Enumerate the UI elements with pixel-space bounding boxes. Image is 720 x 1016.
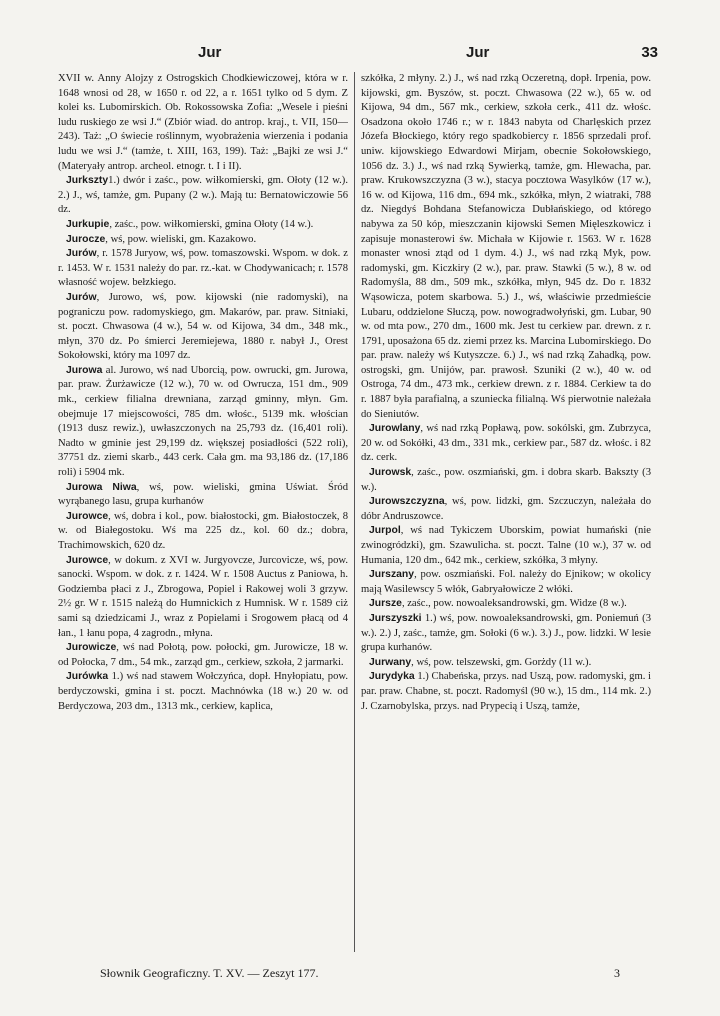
entry-text: , wś nad rzką Popławą, pow. sokólski, gm. Zubrzyca, 20 w. od Sokółki, 43 dm., 331 mk., cerkiew par., 587 dz. włośc. i 82 dz. cerk. (361, 423, 651, 464)
entry-text: , r. 1578 Juryow, wś, pow. tomaszowski. Wspom. w dok. z r. 1453. W r. 1531 należy do par. rz.-kat. w Chodywanicach; r. 1578 własność wojew. bełzkiego. (58, 248, 348, 289)
running-head-left: Jur (198, 44, 222, 61)
entry-text: szkółka, 2 młyny. 2.) J., wś nad rzką Oczeretną, dopł. Irpenia, pow. kijowski, gm. Byszów, st. poczt. Chwasowa (22 w.), 65 w. od Kijowa, 94 dm., 567 mk., cerkiew, szkoła cerk., 411 dz. włośc. Osadzona około 1746 r.; w r. 1843 nabyta od Charlęskich przez Józefa Błockiego, który rego spadkobiercy r. 1856 sprzedali prof. uniw. kijowskiego Edwardowi Mirjam, obecnie Sokołowskiego, 1056 dz. 3.) J., wś nad rzką Sywierką, tamże, gm. Hlewacha, par. praw. Krukowszczyzna (3 w.), stacya pocztowa Wasylków (17 w.), 16 w. od Kijowa, 116 dm., 694 mk., szkółka, młyn, 2 wiatraki, 788 dz. Niegdyś Bohdana Stefanowicza Dubłańskiego, od którego nabywa za 50 kóp, mieszczanin kijowski Semen Mięleszkowicz i zapisuje monasterowi św. Michała w Kijowie r. 1563. W r. 1628 monaster wnosi ztąd od 1 dym. 4.) J., wś nad rzką Myk, pow. radomyski, gm. Kiczkiry (2 w.), par. praw. Stawki (5 w.), 8 w. od Radomyśla, 88 dm., 509 mk., szkółka, młyn, 945 dz. Do r. 1832 Wąsowicza, potem skarbowa. 5.) J., wś, właściwie przedmieście Lubaru, oddzielone Słuczą, pow. nowogradwołyński, gm. Lubar, 90 w. od mta pow., 270 dm., 1600 mk. Jest tu cerkiew par. drewn. z r. 1791, uposażona 65 dz. ziemi przez ks. Marcina Lubomirskiego. Do par. praw. należy wś Kutyszcze. 6.) J., wś nad rzką Zahadką, pow. ostrogski, gm. Unijów, par. prawosł. Szuniki (2 w.), 40 w. od Ostroga, 74 dm., 473 mk., cerkiew drewn. z r. 1884. Cerkiew ta do r. 1887 była parafialną, a szuniecka filialną. Wś pierwotnie należała do Sieniutów. (361, 73, 651, 420)
entry-headword: Jurów (66, 248, 97, 260)
entry-text: 1.) wś, pow. nowoaleksandrowski, gm. Poniemuń (3 w.). 2.) J, zaśc., tamże, gm. Sołoki (6 w.). 3.) J., pow. lidzki. W lesie grupa kurhanów. (361, 612, 651, 654)
right-column (361, 72, 651, 952)
dictionary-entry (58, 510, 348, 554)
entry-headword: Jurowszczyzna (369, 496, 445, 508)
dictionary-entry (58, 291, 348, 364)
entry-text: , wś, pow. lidzki, gm. Szczuczyn, należała do dóbr Andruszowce. (361, 496, 651, 522)
entry-headword: Jurszany (369, 569, 415, 581)
entry-headword: Jurowa (66, 364, 103, 376)
dictionary-entry (361, 495, 651, 524)
entry-text: , zaśc., pow. nowoaleksandrowski, gm. Widze (8 w.). (401, 598, 627, 610)
dictionary-entry (361, 597, 651, 612)
dictionary-entry (361, 72, 651, 422)
entry-headword: Jurowce (66, 510, 109, 522)
dictionary-entry (361, 670, 651, 714)
entry-headword: Jurszyszki (369, 612, 422, 624)
dictionary-entry (58, 641, 348, 670)
entry-headword: Jurowicze (66, 642, 117, 654)
entry-headword: Jurwany (369, 656, 412, 668)
dictionary-entry (58, 174, 348, 218)
dictionary-entry (58, 72, 348, 174)
dictionary-entry (58, 218, 348, 233)
entry-text: , wś nad Połotą, pow. połocki, gm. Jurowicze, 18 w. od Połocka, 7 dm., 54 mk., zarząd gm., cerkiew, szkoła, 2 jarmarki. (58, 642, 348, 668)
entry-headword: Jurowlany (369, 423, 421, 435)
entry-headword: Jurydyka (369, 671, 415, 683)
entry-text: , Jurowo, wś, pow. kijowski (nie radomyski), na pograniczu pow. radomyskiego, gm. Makarów, par. praw. Sitniaki, st. poczt. Chwasowa (4 w.), 54 w. od Kijowa, 34 dm., 348 mk., młyn, 370 dz. Po śmierci Jeremiejewa, 1880 r. nabył J., Orest Sokołowski, który ma 1097 dz. (58, 291, 348, 362)
entry-text: , zaśc., pow. oszmiański, gm. i dobra skarb. Bakszty (3 w.). (361, 467, 651, 493)
entry-text: , wś nad Tykiczem Uborskim, powiat humański (nie zwinogródzki), gm. Szawulicha. st. poczt. Talne (10 w.), 37 w. od Humania, 120 dm., 642 mk., cerkiew, szkółka, 3 młyny. (361, 525, 651, 566)
dictionary-entry (58, 481, 348, 510)
dictionary-entry (58, 364, 348, 481)
dictionary-entry (361, 612, 651, 656)
entry-text: , w dokum. z XVI w. Jurgyovcze, Jurcovicze, wś, pow. sanocki. Wspom. w dok. z r. 1424. W r. 1508 Auctus z Paniowa, h. Godziemba płaci z J., Zbrogowa, Popiel i Rakowej woli 3 grzyw. 2½ gr. W r. 1515 należą do Humnickich z Humnisk. W r. 1589 ciż sami są dziedzicami J., wraz z Popielami i Srogowem płacą od 4 łan., 1 łanu popa, 4 zagrodn., młyna. (58, 554, 348, 639)
entry-text: 1.) Chabeńska, przys. nad Uszą, pow. radomyski, gm. i par. praw. Chabne, st. poczt. Radomyśl (90 w.), 15 dm., 114 mk. 2.) J. Czarnobylska, przys. nad Prypecią i Uszą, tamże, (361, 671, 651, 712)
entry-headword: Jurówka (66, 671, 109, 683)
entry-headword: Jurów (66, 291, 97, 303)
column-divider (354, 72, 355, 952)
entry-text: , wś, pow. wieliski, gm. Kazakowo. (105, 233, 257, 245)
dictionary-entry (361, 466, 651, 495)
entry-text: al. Jurowo, wś nad Uborcią, pow. owrucki, gm. Jurowa, par. praw. Żurżawicze (12 w.), 70 w. od Owrucza, 151 dm., 909 mk., cerkiew filialna drewniana, zarząd gminny, młyn. Gm. obejmuje 17 miejscowości, 785 dm. włośc., 5139 mk. włościan (1913 dusz rewiz.), uwłaszczonych na 25,793 dz. (16,401 roli). Nadto w gminie jest 29,199 dz. większej posiadłości (522 roli), 37751 dz. ziemi skarb., 443 cerk. Cała gm. ma 93,186 dz. (17,186 roli) i 5904 mk. (58, 364, 348, 479)
dictionary-entry (58, 670, 348, 714)
entry-text: , wś, pow. telszewski, gm. Gorżdy (11 w.). (411, 656, 592, 668)
footer-sheet-number: 3 (614, 966, 620, 980)
entry-text: XVII w. Anny Alojzy z Ostrogskich Chodkiewiczowej, która w r. 1648 wnosi od 28, w 1650 r. od 22, a r. 1651 tylko od 5 dym. Z kolei ks. Lubomirskich. Ob. Rokossowska Zofia: „Wesele i pieśni ludu ruskiego ze wsi J.“ (Zbiór wiad. do antrop. kraj., t. VII, 150—243). Taż: „O świecie roślinnym, wyobrażenia wierzenia i podania ludu we wsi J.“ (tamże, t. XIII, 163, 199). Taż: „Bajki ze wsi J.“ (Materyały antrop. archeol. etnogr. t. I i II). (58, 73, 348, 172)
footer-publication: Słownik Geograficzny. T. XV. — Zeszyt 177. (100, 966, 319, 980)
entry-headword: Jurowa Niwa (66, 481, 137, 493)
entry-headword: Jurowce (66, 554, 109, 566)
entry-headword: Jurkszty (66, 175, 109, 187)
entry-text: 1.) dwór i zaśc., pow. wiłkomierski, gm. Ołoty (12 w.). 2.) J., wś, tamże, gm. Pupany (2 w.). Mają tu: Bernatowiczowie 56 dz. (58, 175, 348, 216)
running-head-right: Jur (466, 44, 490, 61)
page-header (58, 44, 658, 68)
entry-text: , wś, dobra i kol., pow. białostocki, gm. Białostoczek, 8 w. od Białegostoku. Wś ma 225 dz., kol. 60 dz.; dobra, Trachimowskich, 620 dz. (58, 510, 348, 551)
dictionary-entry (361, 422, 651, 466)
dictionary-entry (58, 247, 348, 291)
dictionary-entry (58, 233, 348, 248)
entry-text: , zaśc., pow. wiłkomierski, gmina Ołoty (14 w.). (109, 218, 314, 230)
dictionary-entry (361, 524, 651, 568)
entry-headword: Jurpol (369, 525, 401, 537)
entry-text: 1.) wś nad stawem Wołczyńca, dopł. Hnyłopiatu, pow. berdyczowski, gmina i st. poczt. Machnówka (18 w.) 20 w. od Berdyczowa, 203 dm., 1313 mk., cerkiew, kaplica, (58, 671, 348, 712)
dictionary-entry (361, 568, 651, 597)
entry-text: , wś, pow. wieliski, gmina Uświat. Śród wyrąbanego lasu, grupa kurhanów (58, 481, 348, 508)
dictionary-entry (58, 554, 348, 642)
dictionary-entry (361, 656, 651, 671)
entry-text: , pow. oszmiański. Fol. należy do Ejnikow; w okolicy mają Wasilewscy 5 włók, Gabryałowicze 2 włóki. (361, 569, 651, 595)
left-column (58, 72, 348, 952)
entry-headword: Jurocze (66, 233, 106, 245)
page-footer (100, 966, 620, 984)
page-number: 33 (641, 44, 658, 61)
entry-headword: Jursze (369, 598, 402, 610)
entry-headword: Jurkupie (66, 218, 110, 230)
entry-headword: Jurowsk (369, 467, 412, 479)
